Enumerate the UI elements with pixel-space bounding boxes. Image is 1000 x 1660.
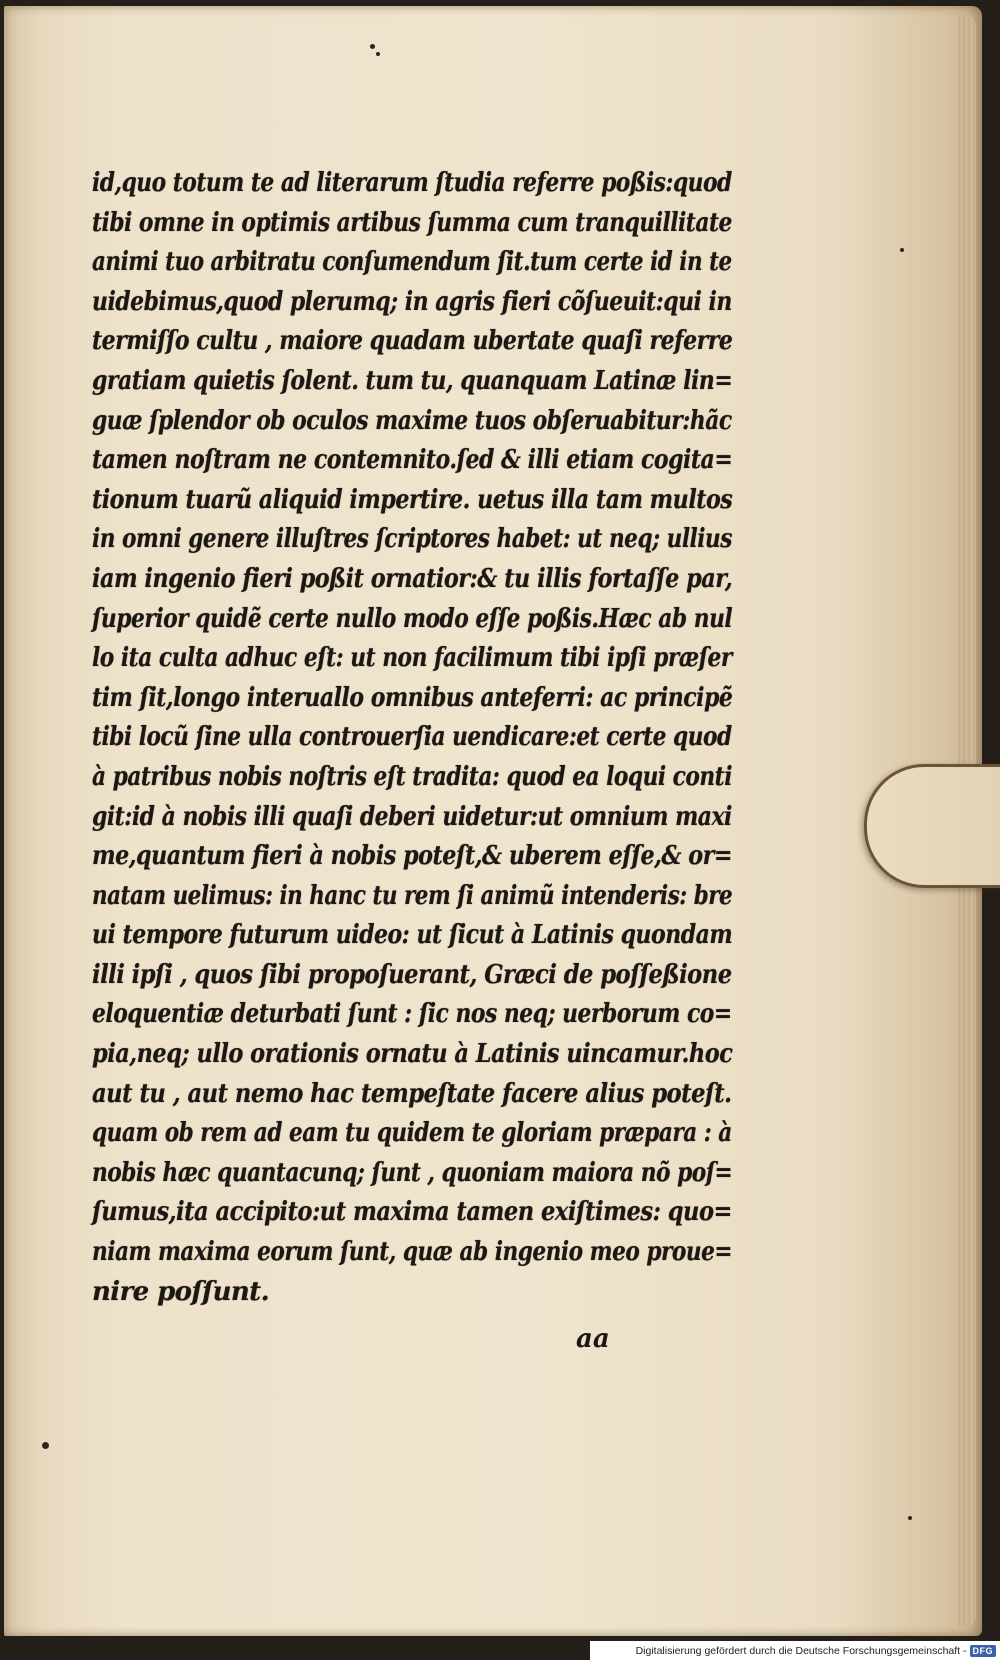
dfg-logo: DFG — [970, 1645, 997, 1657]
text-line: niam maxima eorum ſunt, quæ ab ingenio meo proue= — [92, 1237, 733, 1268]
text-line: guæ ſplendor ob oculos maxime tuos obſeruabitur:hãc — [92, 405, 732, 436]
text-line: illi ipſi , quos ſibi propoſuerant, Græci de poſſeßione — [92, 959, 732, 990]
text-line: à patribus nobis noſtris eſt tradita: quod ea loqui conti — [92, 761, 732, 792]
text-line: iam ingenio fieri poßit ornatior:& tu illis fortaſſe par, — [92, 563, 733, 594]
text-line: tibi omne in optimis artibus ſumma cum tranquillitate — [92, 207, 732, 238]
catchword: aa — [576, 1324, 610, 1354]
text-line: ſumus,ita accipito:ut maxima tamen exiſtimes: quo= — [92, 1197, 732, 1228]
body-text — [92, 164, 732, 1312]
book-page — [4, 6, 982, 1636]
text-line: nire poſſunt. — [92, 1276, 270, 1307]
digitization-footer — [590, 1641, 1000, 1660]
ink-spot — [900, 248, 904, 252]
text-line: gratiam quietis ſolent. tum tu, quanquam Latinæ lin= — [92, 365, 733, 396]
text-line: eloquentiæ deturbati ſunt : ſic nos neq; uerborum co= — [92, 999, 732, 1030]
text-line: id,quo totum te ad literarum ſtudia referre poßis:quod — [92, 168, 732, 198]
ink-spot — [908, 1516, 912, 1520]
text-line: animi tuo arbitratu conſumendum ſit.tum certe id in te — [92, 247, 732, 278]
text-line: pia,neq; ullo orationis ornatu à Latinis uincamur.hoc — [92, 1039, 733, 1070]
text-line: in omni genere illuſtres ſcriptores habet: ut neq; ullius — [92, 524, 732, 555]
ink-spot — [376, 52, 380, 56]
text-line: tim ſit,longo interuallo omnibus anteferri: ac principẽ — [92, 682, 733, 713]
text-line: tionum tuarũ aliquid impertire. uetus illa tam multos — [92, 484, 733, 515]
text-line: uidebimus,quod plerumq; in agris fieri cõſueuit:qui in — [92, 286, 732, 317]
footer-credit-text: Digitalisierung gefördert durch die Deutsche Forschungsgemeinschaft - — [635, 1644, 967, 1657]
text-line: natam uelimus: in hanc tu rem ſi animũ intenderis: bre — [92, 880, 733, 911]
text-line: ſuperior quidẽ certe nullo modo eſſe poßis.Hæc ab nul — [92, 603, 733, 634]
text-line: aut tu , aut nemo hac tempeſtate facere alius poteſt. — [92, 1078, 732, 1109]
text-line: ui tempore futurum uideo: ut ſicut à Latinis quondam — [92, 920, 733, 951]
text-line: me,quantum fieri à nobis poteſt,& uberem eſſe,& or= — [92, 841, 733, 872]
text-line: nobis hæc quantacunq; ſunt , quoniam maiora nõ poſ= — [92, 1157, 733, 1188]
text-line: lo ita culta adhuc eſt: ut non facilimum tibi ipſi præſer — [92, 643, 732, 674]
text-line: tamen noſtram ne contemnito.ſed & illi etiam cogita= — [92, 445, 733, 476]
page-clip-tab — [864, 764, 1000, 888]
text-line: git:id à nobis illi quaſi deberi uidetur:ut omnium maxi — [92, 801, 732, 832]
text-line: termiſſo cultu , maiore quadam ubertate quaſi referre — [92, 326, 733, 357]
text-line: tibi locũ ſine ulla controuerſia uendicare:et certe quod — [92, 722, 732, 753]
ink-spot — [370, 44, 375, 49]
ink-spot — [42, 1442, 49, 1449]
text-line: quam ob rem ad eam tu quidem te gloriam præpara : à — [92, 1118, 732, 1149]
